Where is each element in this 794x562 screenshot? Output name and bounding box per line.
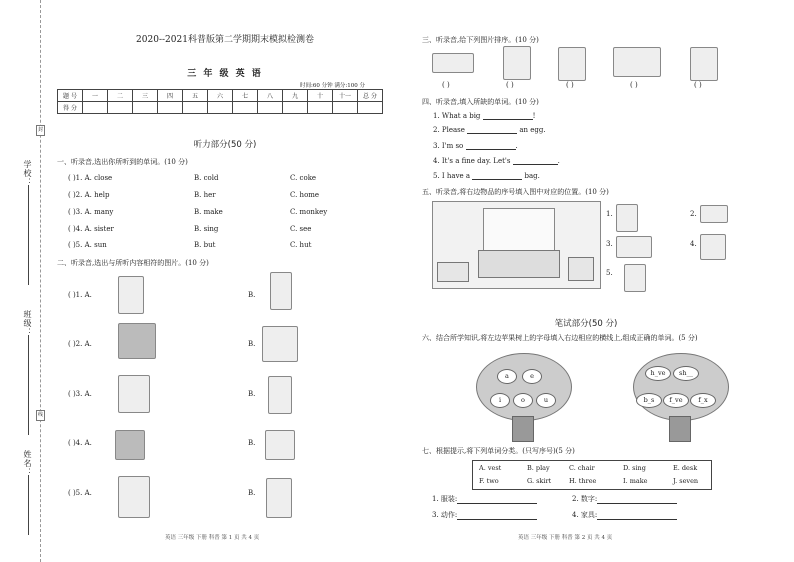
q4-blank[interactable] [472, 172, 522, 180]
q1-option[interactable]: C. coke [290, 174, 317, 182]
q2-title: 二、听录音,选出与所听内容相符的图片。(10 分) [57, 259, 209, 267]
apple-letter: i [490, 393, 510, 408]
reading-boy-picture [262, 326, 298, 362]
q4-text: 2. Please [433, 126, 468, 134]
q2-option-b[interactable]: B. [248, 291, 256, 299]
name-label: 姓名： [23, 450, 32, 477]
word-item: J. seven [673, 477, 699, 485]
q4-blank[interactable] [467, 126, 517, 134]
cut-mark-1: 封 [36, 125, 45, 136]
q2-option-b[interactable]: B. [248, 340, 256, 348]
score-cell: 五 [183, 90, 208, 102]
q4-title: 四、听录音,填入所缺的单词。(10 分) [422, 98, 539, 106]
q1-option[interactable]: C. home [290, 191, 320, 199]
q3-answer-2[interactable]: ( ) [506, 81, 514, 89]
q1-option[interactable]: B. but [194, 241, 216, 249]
q3-answer-1[interactable]: ( ) [442, 81, 450, 89]
tree-crown [633, 353, 729, 421]
q5-num-4: 4. [690, 240, 697, 248]
score-cell: 三 [133, 90, 158, 102]
category-blank[interactable] [597, 496, 677, 504]
q5-num-3: 3. [606, 240, 613, 248]
tree-crown [476, 353, 572, 421]
q1-item-4[interactable]: ( )4. A. sister [68, 225, 114, 233]
school-label: 学校： [23, 160, 32, 187]
q5-num-2: 2. [690, 210, 697, 218]
score-cell: 七 [233, 90, 258, 102]
word-item: H. three [569, 477, 597, 485]
q3-answer-5[interactable]: ( ) [694, 81, 702, 89]
category-blank[interactable] [597, 512, 677, 520]
q4-item-5 [433, 172, 540, 180]
footer-right: 英语 三年级 下册 科普 第 2 页 共 4 页 [518, 535, 613, 541]
word-item: F. two [479, 477, 499, 485]
running-picture [613, 47, 661, 77]
q1-option[interactable]: B. her [194, 191, 216, 199]
score-cell: 二 [108, 90, 133, 102]
score-input-cell[interactable] [83, 102, 108, 114]
q1-option[interactable]: B. make [194, 208, 223, 216]
q2-option-b[interactable]: B. [248, 390, 256, 398]
score-cell: 总 分 [358, 90, 383, 102]
category-numbers [572, 494, 677, 504]
class-label: 班级： [23, 310, 32, 337]
category-blank[interactable] [457, 496, 537, 504]
q3-answer-3[interactable]: ( ) [566, 81, 574, 89]
q3-title: 三、听录音,给下列图片排序。(10 分) [422, 36, 539, 44]
word-item: G. skirt [527, 477, 552, 485]
word-item: E. desk [673, 464, 698, 472]
score-input-cell[interactable] [358, 102, 383, 114]
q1-option[interactable]: C. hut [290, 241, 312, 249]
score-input-cell[interactable] [208, 102, 233, 114]
books-stack-picture [700, 234, 726, 260]
word-apple[interactable]: sh__ [673, 366, 699, 381]
apple-letter: a [497, 369, 517, 384]
score-cell: 一 [83, 90, 108, 102]
children-picture [558, 47, 586, 81]
q4-text: 1. What a big [433, 112, 483, 120]
score-table-header-row [58, 90, 383, 102]
q2-item-3[interactable]: ( )3. A. [68, 390, 92, 398]
q1-title: 一、听录音,选出你所听到的单词。(10 分) [57, 158, 188, 166]
score-cell: 题 号 [58, 90, 83, 102]
tree-trunk [512, 416, 534, 442]
score-cell: 得 分 [58, 102, 83, 114]
boy-picture [270, 272, 292, 310]
exam-title: 2020--2021科普版第二学期期末模拟检测卷 [136, 35, 314, 45]
vest-picture [266, 478, 292, 518]
books-picture [265, 430, 295, 460]
school-field[interactable] [28, 185, 29, 285]
score-input-cell[interactable] [308, 102, 333, 114]
q4-item-4 [433, 157, 560, 165]
score-cell: 九 [283, 90, 308, 102]
word-bank [472, 460, 712, 490]
word-item: A. vest [479, 464, 502, 472]
footer-left: 英语 三年级 下册 科普 第 1 页 共 4 页 [165, 535, 260, 541]
q1-option[interactable]: B. sing [194, 225, 219, 233]
apple-letter: u [536, 393, 556, 408]
category-furniture [572, 510, 677, 520]
garden-picture [118, 323, 156, 359]
q1-option[interactable]: B. cold [194, 174, 219, 182]
standing-child-picture [268, 376, 292, 414]
score-input-cell[interactable] [333, 102, 358, 114]
cabinet-shape [568, 257, 594, 281]
score-table [57, 89, 383, 114]
score-input-cell[interactable] [133, 102, 158, 114]
hat-picture [700, 205, 728, 223]
q4-text: . [557, 157, 560, 165]
category-clothes [432, 494, 537, 504]
apple-letter: e [522, 369, 542, 384]
q5-title: 五、听录音,将右边物品的序号填入图中对应的位置。(10 分) [422, 188, 609, 196]
score-cell: 八 [258, 90, 283, 102]
q6-title: 六、结合所学知识,将左边苹果树上的字母填入右边相应的横线上,组成正确的单词。(5 分) [422, 334, 698, 342]
table-shape [437, 262, 469, 282]
score-input-cell[interactable] [108, 102, 133, 114]
score-input-cell[interactable] [158, 102, 183, 114]
tree-trunk [669, 416, 691, 442]
dress-picture [118, 476, 150, 518]
q2-item-5[interactable]: ( )5. A. [68, 489, 92, 497]
q1-item-5[interactable]: ( )5. A. sun [68, 241, 107, 249]
q4-item-3 [433, 142, 518, 150]
score-cell: 六 [208, 90, 233, 102]
q4-text: bag. [522, 172, 540, 180]
q4-text: ! [532, 112, 536, 120]
listening-heading: 听力部分(50 分) [193, 140, 257, 150]
q1-option[interactable]: C. monkey [290, 208, 328, 216]
q4-item-2 [433, 126, 546, 134]
name-field[interactable] [28, 475, 29, 535]
girl-picture [118, 276, 144, 314]
q4-text: . [515, 142, 518, 150]
bedroom-picture [432, 201, 601, 289]
q4-text: 3. I'm so [433, 142, 466, 150]
q1-item-3[interactable]: ( )3. A. many [68, 208, 114, 216]
score-input-cell[interactable] [233, 102, 258, 114]
sitting-child-picture [118, 375, 150, 413]
category-actions [432, 510, 537, 520]
word-item: B. play [527, 464, 550, 472]
window-shape [483, 208, 555, 256]
doll-picture [624, 264, 646, 292]
q3-answer-4[interactable]: ( ) [630, 81, 638, 89]
time-info: 时间:60 分钟 满分:100 分 [300, 83, 365, 89]
word-apple[interactable]: f_ve [663, 393, 689, 408]
q5-num-5: 5. [606, 269, 613, 277]
word-apple[interactable]: f_x [690, 393, 716, 408]
girl-kite-picture [616, 204, 638, 232]
clown-picture [503, 46, 531, 80]
word-apple[interactable]: h_ve [645, 366, 671, 381]
score-cell: 十一 [333, 90, 358, 102]
score-cell: 十 [308, 90, 333, 102]
q7-title: 七、根据提示,将下列单词分类。(只写序号)(5 分) [422, 447, 575, 455]
score-cell: 四 [158, 90, 183, 102]
q1-item-1[interactable]: ( )1. A. close [68, 174, 113, 182]
word-item: C. chair [569, 464, 595, 472]
q4-text: 4. It's a fine day. Let's [433, 157, 513, 165]
score-input-cell[interactable] [183, 102, 208, 114]
q4-text: 5. I have a [433, 172, 473, 180]
q4-blank[interactable] [513, 157, 558, 165]
book-picture [115, 430, 145, 460]
q5-num-1: 1. [606, 210, 613, 218]
writing-heading: 笔试部分(50 分) [554, 319, 618, 329]
q2-item-4[interactable]: ( )4. A. [68, 439, 92, 447]
cut-mark-2: 线 [36, 410, 45, 421]
q1-option[interactable]: C. see [290, 225, 312, 233]
class-field[interactable] [28, 335, 29, 435]
bed-shape [478, 250, 560, 278]
q4-item-1 [433, 112, 535, 120]
q4-text: an egg. [517, 126, 546, 134]
category-blank[interactable] [457, 512, 537, 520]
category-label: 2. 数字: [572, 495, 598, 503]
exam-subtitle: 三 年 级 英 语 [187, 69, 263, 79]
category-label: 3. 动作: [432, 511, 458, 519]
q1-item-2[interactable]: ( )2. A. help [68, 191, 110, 199]
q2-item-2[interactable]: ( )2. A. [68, 340, 92, 348]
word-apple[interactable]: b_s [636, 393, 662, 408]
apple-letter: o [513, 393, 533, 408]
category-label: 4. 家具: [572, 511, 598, 519]
bike-picture [616, 236, 652, 258]
category-label: 1. 服装: [432, 495, 458, 503]
hamburger-picture [432, 53, 474, 73]
word-item: D. sing [623, 464, 646, 472]
q2-option-b[interactable]: B. [248, 489, 256, 497]
score-table-score-row [58, 102, 383, 114]
word-item: I. make [623, 477, 648, 485]
q2-item-1[interactable]: ( )1. A. [68, 291, 92, 299]
bear-picture [690, 47, 718, 81]
score-input-cell[interactable] [283, 102, 308, 114]
q2-option-b[interactable]: B. [248, 439, 256, 447]
q4-blank[interactable] [483, 112, 533, 120]
score-input-cell[interactable] [258, 102, 283, 114]
q4-blank[interactable] [466, 142, 516, 150]
binding-line [40, 0, 41, 562]
